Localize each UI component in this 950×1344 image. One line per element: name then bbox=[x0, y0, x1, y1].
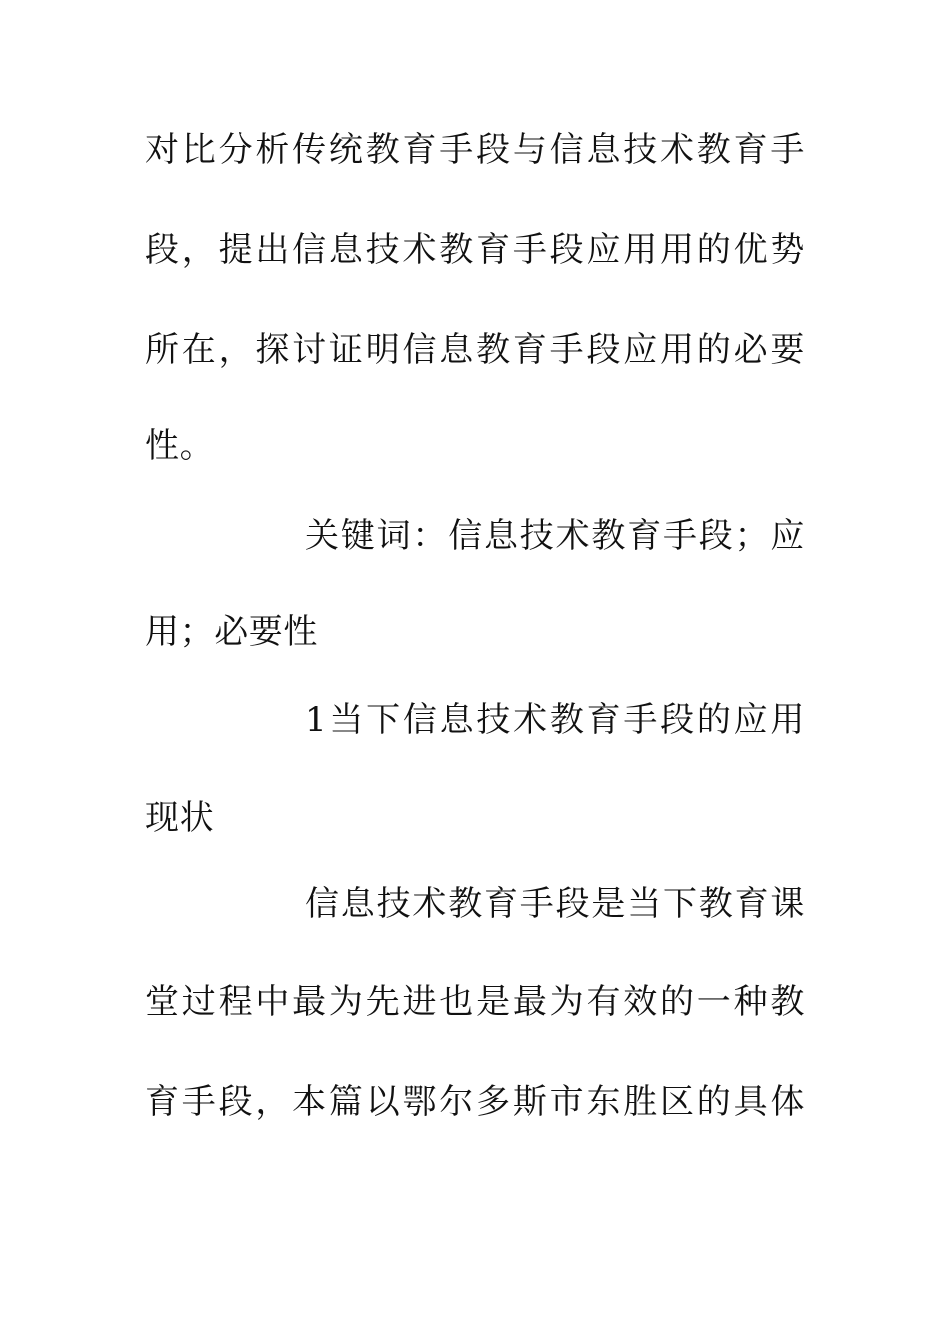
body-line-1: 信息技术教育手段是当下教育课 bbox=[305, 884, 805, 924]
keywords-line-2: 用；必要性 bbox=[145, 612, 318, 652]
body-line-3: 育手段，本篇以鄂尔多斯市东胜区的具体 bbox=[145, 1082, 805, 1122]
keywords-line-1: 关键词：信息技术教育手段；应 bbox=[305, 516, 805, 556]
body-line-2: 堂过程中最为先进也是最为有效的一种教 bbox=[145, 982, 805, 1022]
abstract-line-3: 所在，探讨证明信息教育手段应用的必要 bbox=[145, 330, 805, 370]
abstract-line-1: 对比分析传统教育手段与信息技术教育手 bbox=[145, 130, 805, 170]
abstract-line-4: 性。 bbox=[145, 426, 215, 466]
section-heading-line-2: 现状 bbox=[145, 798, 215, 838]
section-heading-line-1: 1当下信息技术教育手段的应用 bbox=[305, 700, 805, 740]
abstract-line-2: 段，提出信息技术教育手段应用用的优势 bbox=[145, 230, 805, 270]
